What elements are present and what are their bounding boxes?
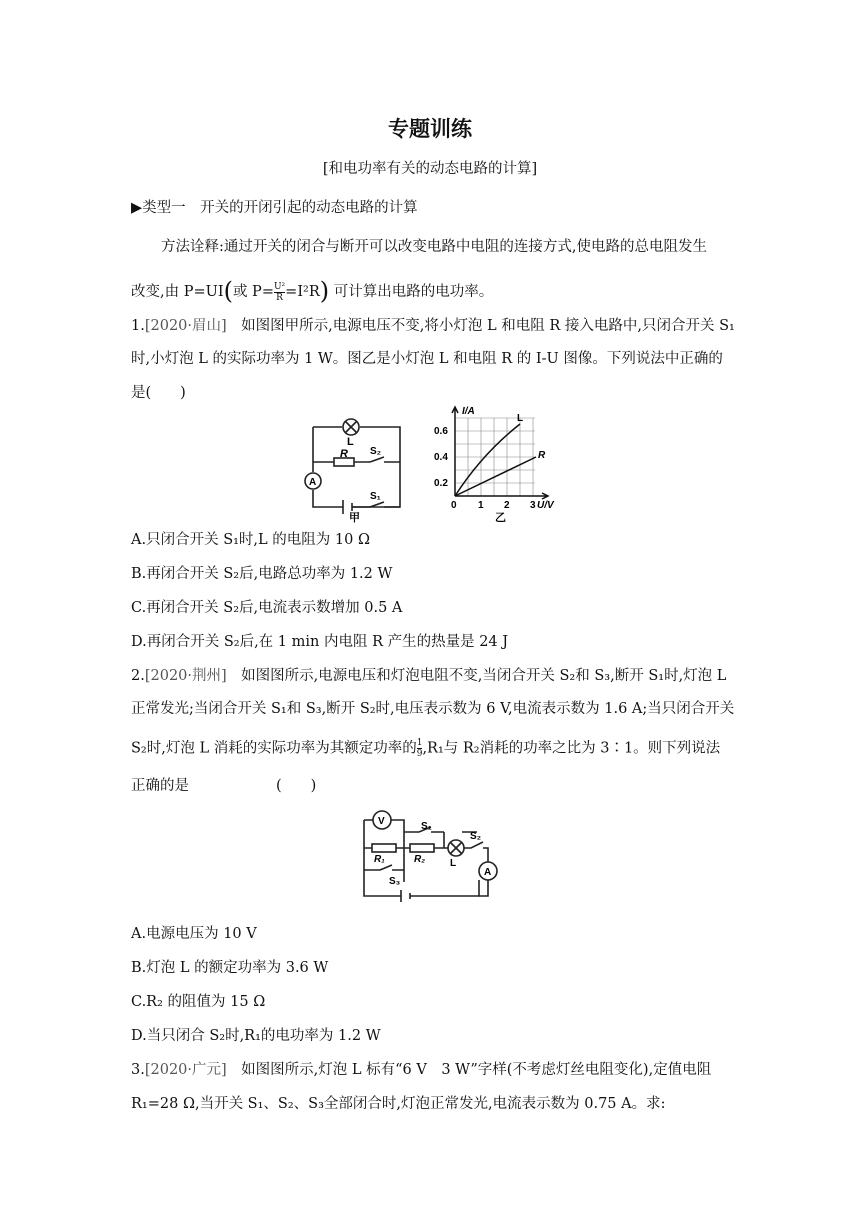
q2-r1-label: R₁ — [374, 854, 385, 865]
q3-source-tag: [2020·广元] — [144, 1062, 227, 1078]
q1-fig2-xtick-1: 1 — [478, 500, 484, 511]
q1-circuit-diagram — [298, 412, 410, 524]
q1-fig2-xtick-2: 2 — [504, 500, 510, 511]
q1-fig1-caption: 甲 — [349, 512, 360, 524]
q2-option-c: C.R₂ 的阻值为 15 Ω — [131, 994, 266, 1010]
q2-lamp-label: L — [450, 858, 457, 869]
q3-line-2: R₁=28 Ω,当开关 S₁、S₂、S₃全部闭合时,灯泡正常发光,电流表示数为 0.75 A。求: — [131, 1096, 666, 1112]
q2-line-3: S₂时,灯泡 L 消耗的实际功率为其额定功率的 $\frac{1}{9}$ ,R₁与 R₂消耗的功率之比为 3∶1。则下列说法 — [131, 738, 721, 759]
q1-option-d: D.再闭合开关 S₂后,在 1 min 内电阻 R 产生的热量是 24 J — [131, 634, 509, 650]
q1-fig2-curve-R-label: R — [538, 450, 546, 461]
q1-fig1-lamp-label: L — [347, 436, 354, 448]
q2-option-b: B.灯泡 L 的额定功率为 3.6 W — [131, 960, 329, 976]
fraction-denominator: R — [276, 292, 283, 303]
section-heading — [131, 198, 418, 218]
q2-source-tag: [2020·荆州] — [144, 668, 227, 684]
q1-fig2-ytick-02: 0.2 — [434, 478, 448, 489]
q2-s1-label: S₁ — [421, 821, 432, 832]
q1-fig2-ytick-06: 0.6 — [434, 426, 448, 437]
q1-fig2-ytick-04: 0.4 — [434, 452, 448, 463]
q1-fig2-curve-L-label: L — [517, 413, 524, 424]
page-title: 专题训练 — [388, 117, 472, 141]
q1-line-1: 1.[2020·眉山] 如图图甲所示,电源电压不变,将小灯泡 L 和电阻 R 接入电路中,只闭合开关 S₁ — [131, 318, 735, 334]
q2-s2-label: S₂ — [470, 831, 482, 842]
q1-fig2-xtick-3: 3 — [530, 500, 536, 511]
voltmeter-icon: V — [378, 816, 385, 827]
q1-option-a: A.只闭合开关 S₁时,L 的电阻为 10 Ω — [131, 532, 370, 548]
curve-L — [455, 424, 520, 496]
q2-line-4: 正确的是 ( ) — [131, 778, 317, 794]
q1-fig1-s1-label: S₁ — [370, 491, 381, 502]
q2-line-1: 2.[2020·荆州] 如图图所示,电源电压和灯泡电阻不变,当闭合开关 S₂和 S₃,断开 S₁时,灯泡 L — [131, 668, 727, 684]
q1-fig1-s2-label: S₂ — [370, 446, 382, 457]
fraction-numerator: U² — [273, 281, 286, 292]
q1-fig2-xlabel: U/V — [537, 500, 554, 511]
q2-fraction-numerator: 1 — [416, 738, 423, 748]
q2-line-2: 正常发光;当闭合开关 S₁和 S₃,断开 S₂时,电压表示数为 6 V,电流表示数为 1.6 A;当只闭合开关 — [131, 701, 735, 717]
q1-option-c: C.再闭合开关 S₂后,电流表示数增加 0.5 A — [131, 600, 403, 616]
q1-line-2: 时,小灯泡 L 的实际功率为 1 W。图乙是小灯泡 L 和电阻 R 的 I-U 图像。下列说法中正确的 — [131, 351, 723, 367]
q2-circuit-diagram — [352, 810, 502, 910]
page-subtitle: [和电功率有关的动态电路的计算] — [322, 161, 538, 177]
q3-line-1: 3.[2020·广元] 如图图所示,灯泡 L 标有“6 V 3 W”字样(不考虑灯丝电阻变化),定值电阻 — [131, 1062, 712, 1078]
q1-line-3: 是( ) — [131, 385, 186, 401]
q2-fraction-denominator: 9 — [416, 749, 423, 759]
method-line-2: 改变,由 P=UI(或 P= $\frac{\text{U²}}{R}$ =I²R) 可计算出电路的电功率。 — [131, 277, 494, 305]
method-line-1: 方法诠释:通过开关的闭合与断开可以改变电路中电阻的连接方式,使电路的总电阻发生 — [161, 239, 707, 255]
q2-option-d: D.当只闭合 S₂时,R₁的电功率为 1.2 W — [131, 1028, 381, 1044]
q1-fig1-resistor-label: R — [340, 448, 348, 460]
ammeter-icon: A — [309, 477, 317, 488]
q1-fig2-origin: 0 — [451, 500, 457, 511]
q1-source-tag: [2020·眉山] — [144, 318, 227, 334]
q1-fig2-ylabel: I/A — [462, 406, 475, 417]
q1-option-b: B.再闭合开关 S₂后,电路总功率为 1.2 W — [131, 566, 393, 582]
curve-R — [455, 457, 536, 496]
q2-option-a: A.电源电压为 10 V — [131, 926, 257, 942]
section-label: 类型一 开关的开闭引起的动态电路的计算 — [142, 200, 418, 216]
q2-s3-label: S₃ — [389, 876, 401, 887]
q2-r2-label: R₂ — [414, 854, 426, 865]
triangle-bullet-icon: ▶ — [131, 200, 143, 216]
ammeter-icon: A — [484, 867, 492, 878]
q1-iu-graph — [432, 404, 564, 524]
q1-fig2-caption: 乙 — [495, 512, 506, 524]
